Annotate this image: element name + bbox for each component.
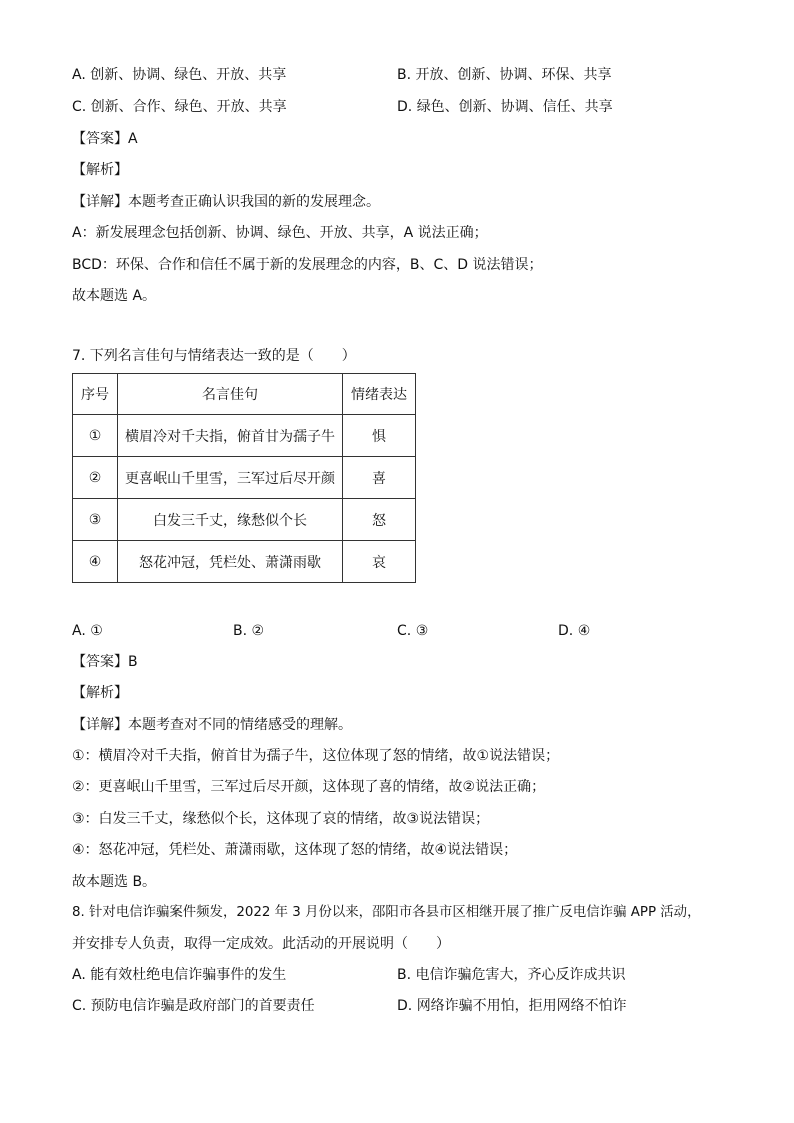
q6-option-b [397,65,612,85]
option-letter: A. [72,67,86,83]
table-cell: ① [73,415,118,457]
q7-quote-table [72,373,416,583]
table-cell: 怒 [343,499,416,541]
q8-stem: 8. 针对电信诈骗案件频发，2022 年 3 月份以来，邵阳市各县市区相继开展了推广反电信诈骗 APP 活动， [72,905,701,920]
q7-answer: 【答案】B [72,654,138,670]
option-text: ① [90,623,103,639]
q8-option-a [72,965,286,985]
q6-option-c [72,97,287,117]
q7-option-c [397,621,428,641]
q7-detail: 【详解】本题考查对不同的情绪感受的理解。 [72,717,352,733]
table-header-row [73,374,416,415]
option-letter: D. [397,998,413,1014]
option-text: 网络诈骗不用怕，拒用网络不怕诈 [416,998,627,1014]
table-header-cell: 序号 [73,374,118,415]
q7-option-a [72,621,103,641]
option-letter: D. [558,623,574,639]
option-letter: B. [397,67,412,83]
q8-option-b [397,965,626,985]
q6-detail: 【详解】本题考查正确认识我国的新的发展理念。 [72,194,380,210]
table-cell: 惧 [343,415,416,457]
option-letter: C. [397,623,412,639]
q8-stem-continued: 并安排专人负责，取得一定成效。此活动的开展说明（ ） [72,936,450,952]
q7-stem: 7. 下列名言佳句与情绪表达一致的是（ ） [72,348,356,364]
q7-option-d [558,621,590,641]
q6-analysis-line: BCD：环保、合作和信任不属于新的发展理念的内容，B、C、D 说法错误； [72,257,543,273]
option-text: 绿色、创新、协调、信任、共享 [416,99,613,115]
option-text: 开放、创新、协调、环保、共享 [415,67,612,83]
q6-analysis-line: A：新发展理念包括创新、协调、绿色、开放、共享，A 说法正确； [72,225,488,241]
table-cell: ③ [73,499,118,541]
table-cell: 怒花冲冠，凭栏处、萧潇雨歇 [118,541,343,583]
option-text: 能有效杜绝电信诈骗事件的发生 [90,967,287,983]
option-letter: D. [397,99,413,115]
table-cell: ④ [73,541,118,583]
q7-analysis-label: 【解析】 [72,685,128,701]
q6-option-a [72,65,286,85]
table-header-cell: 情绪表达 [343,374,416,415]
table-row [73,499,416,541]
table-row [73,541,416,583]
q7-analysis-line: ②：更喜岷山千里雪，三军过后尽开颜，这体现了喜的情绪，故②说法正确； [72,779,546,795]
q7-analysis-line: ③：白发三千丈，缘愁似个长，这体现了哀的情绪，故③说法错误； [72,811,490,827]
option-text: 预防电信诈骗是政府部门的首要责任 [90,998,315,1014]
table-cell: 更喜岷山千里雪，三军过后尽开颜 [118,457,343,499]
option-text: 创新、协调、绿色、开放、共享 [90,67,287,83]
option-letter: A. [72,967,86,983]
q6-answer: 【答案】A [72,131,138,147]
option-letter: C. [72,99,87,115]
option-letter: C. [72,998,87,1014]
table-cell: 白发三千丈，缘愁似个长 [118,499,343,541]
q8-option-c [72,996,315,1016]
table-cell: 哀 [343,541,416,583]
option-letter: B. [233,623,248,639]
option-letter: A. [72,623,86,639]
q8-option-d [397,996,627,1016]
table-row [73,457,416,499]
option-letter: B. [397,967,412,983]
q6-analysis-label: 【解析】 [72,162,128,178]
table-cell: 喜 [343,457,416,499]
option-text: 电信诈骗危害大，齐心反诈成共识 [415,967,626,983]
q7-analysis-line: ④：怒花冲冠，凭栏处、萧潇雨歇，这体现了怒的情绪，故④说法错误； [72,842,518,858]
table-header-cell: 名言佳句 [118,374,343,415]
q6-analysis-line: 故本题选 A。 [72,288,157,304]
table-cell: 横眉冷对千夫指，俯首甘为孺子牛 [118,415,343,457]
q6-option-d [397,97,613,117]
option-text: 创新、合作、绿色、开放、共享 [90,99,287,115]
option-text: ④ [577,623,591,639]
q7-option-b [233,621,264,641]
q7-analysis-line: ①：横眉冷对千夫指，俯首甘为孺子牛，这位体现了怒的情绪，故①说法错误； [72,748,560,764]
q7-analysis-line: 故本题选 B。 [72,874,157,890]
table-row [73,415,416,457]
table-cell: ② [73,457,118,499]
option-text: ② [251,623,265,639]
option-text: ③ [415,623,429,639]
